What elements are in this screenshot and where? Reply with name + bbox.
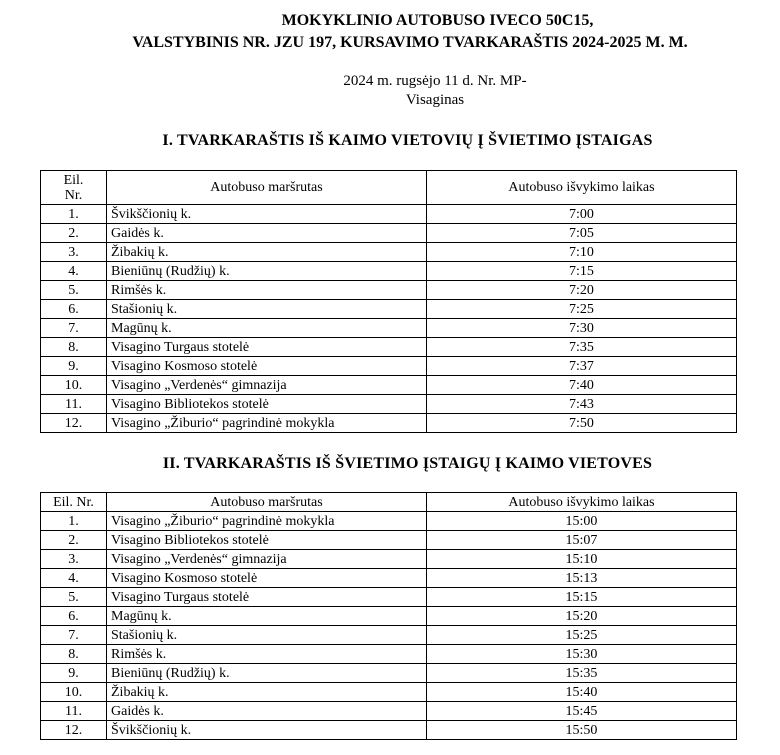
table-row (41, 512, 737, 531)
table-row (41, 721, 737, 740)
row-time: 15:45 (427, 702, 737, 721)
row-time: 15:25 (427, 626, 737, 645)
table-row (41, 243, 737, 262)
col-route-header: Autobuso maršrutas (107, 171, 427, 205)
row-route: Švikščionių k. (107, 205, 427, 224)
table-body (41, 205, 737, 433)
table-row (41, 683, 737, 702)
row-route: Stašionių k. (107, 626, 427, 645)
row-time: 7:35 (427, 338, 737, 357)
row-time: 7:00 (427, 205, 737, 224)
row-number: 2. (41, 224, 107, 243)
row-number: 12. (41, 414, 107, 433)
row-route: Visagino „Žiburio“ pagrindinė mokykla (107, 512, 427, 531)
row-number: 1. (41, 512, 107, 531)
title-line-2: VALSTYBINIS NR. JZU 197, KURSAVIMO TVARKARAŠTIS 2024-2025 M. M. (132, 34, 688, 51)
row-route: Stašionių k. (107, 300, 427, 319)
row-route: Švikščionių k. (107, 721, 427, 740)
row-route: Visagino Turgaus stotelė (107, 338, 427, 357)
row-route: Visagino „Verdenės“ gimnazija (107, 376, 427, 395)
row-number: 11. (41, 395, 107, 414)
row-time: 15:40 (427, 683, 737, 702)
table-row (41, 319, 737, 338)
table-row (41, 664, 737, 683)
row-number: 9. (41, 357, 107, 376)
row-route: Rimšės k. (107, 645, 427, 664)
row-number: 12. (41, 721, 107, 740)
row-number: 1. (41, 205, 107, 224)
table-body (41, 512, 737, 740)
row-number: 8. (41, 645, 107, 664)
row-route: Gaidės k. (107, 224, 427, 243)
table-header-row (41, 493, 737, 512)
row-time: 15:35 (427, 664, 737, 683)
row-route: Visagino Kosmoso stotelė (107, 569, 427, 588)
schedule-table-2 (40, 492, 737, 740)
row-number: 7. (41, 319, 107, 338)
table-row (41, 224, 737, 243)
row-number: 5. (41, 588, 107, 607)
table-row (41, 300, 737, 319)
table-row (41, 607, 737, 626)
row-number: 11. (41, 702, 107, 721)
row-number: 4. (41, 569, 107, 588)
row-route: Visagino „Žiburio“ pagrindinė mokykla (107, 414, 427, 433)
table-header-row (41, 171, 737, 205)
row-number: 6. (41, 607, 107, 626)
row-number: 9. (41, 664, 107, 683)
row-time: 7:30 (427, 319, 737, 338)
row-route: Žibakių k. (107, 243, 427, 262)
row-time: 7:25 (427, 300, 737, 319)
row-number: 4. (41, 262, 107, 281)
row-number: 5. (41, 281, 107, 300)
row-time: 7:15 (427, 262, 737, 281)
row-time: 15:20 (427, 607, 737, 626)
row-route: Gaidės k. (107, 702, 427, 721)
row-route: Visagino Turgaus stotelė (107, 588, 427, 607)
row-time: 15:15 (427, 588, 737, 607)
table-row (41, 569, 737, 588)
row-route: Visagino Bibliotekos stotelė (107, 395, 427, 414)
row-number: 3. (41, 550, 107, 569)
table-row (41, 338, 737, 357)
col-nr-header: Eil. Nr. (41, 171, 107, 205)
table-row (41, 414, 737, 433)
row-route: Visagino „Verdenės“ gimnazija (107, 550, 427, 569)
title-line-1: MOKYKLINIO AUTOBUSO IVECO 50C15, (281, 12, 594, 29)
row-number: 2. (41, 531, 107, 550)
row-number: 7. (41, 626, 107, 645)
row-route: Magūnų k. (107, 319, 427, 338)
date-line: 2024 m. rugsėjo 11 d. Nr. MP- (343, 73, 527, 89)
col-route-header: Autobuso maršrutas (107, 493, 427, 512)
section-2-heading: II. TVARKARAŠTIS IŠ ŠVIETIMO ĮSTAIGŲ Į KAIMO VIETOVES (162, 455, 653, 472)
row-number: 8. (41, 338, 107, 357)
col-time-header: Autobuso išvykimo laikas (427, 171, 737, 205)
row-time: 15:00 (427, 512, 737, 531)
row-time: 15:13 (427, 569, 737, 588)
row-time: 7:37 (427, 357, 737, 376)
row-route: Bieniūnų (Rudžių) k. (107, 262, 427, 281)
row-route: Žibakių k. (107, 683, 427, 702)
table-row (41, 550, 737, 569)
col-time-header: Autobuso išvykimo laikas (427, 493, 737, 512)
table-row (41, 626, 737, 645)
row-number: 3. (41, 243, 107, 262)
table-row (41, 281, 737, 300)
row-time: 15:50 (427, 721, 737, 740)
row-route: Rimšės k. (107, 281, 427, 300)
table-row (41, 588, 737, 607)
table-row (41, 531, 737, 550)
table-row (41, 205, 737, 224)
place-line: Visaginas (405, 92, 465, 108)
row-time: 7:05 (427, 224, 737, 243)
schedule-table-1 (40, 170, 737, 433)
row-time: 7:10 (427, 243, 737, 262)
col-nr-header: Eil. Nr. (41, 493, 107, 512)
table-row (41, 376, 737, 395)
table-row (41, 395, 737, 414)
table-row (41, 357, 737, 376)
row-time: 7:50 (427, 414, 737, 433)
row-time: 15:07 (427, 531, 737, 550)
row-time: 7:40 (427, 376, 737, 395)
table-row (41, 645, 737, 664)
row-route: Bieniūnų (Rudžių) k. (107, 664, 427, 683)
row-number: 10. (41, 683, 107, 702)
document-title (0, 10, 780, 54)
table-row (41, 262, 737, 281)
row-time: 15:10 (427, 550, 737, 569)
row-number: 6. (41, 300, 107, 319)
row-time: 7:43 (427, 395, 737, 414)
row-route: Magūnų k. (107, 607, 427, 626)
section-1-heading: I. TVARKARAŠTIS IŠ KAIMO VIETOVIŲ Į ŠVIETIMO ĮSTAIGAS (162, 132, 653, 149)
row-time: 7:20 (427, 281, 737, 300)
row-route: Visagino Bibliotekos stotelė (107, 531, 427, 550)
table-row (41, 702, 737, 721)
row-number: 10. (41, 376, 107, 395)
row-route: Visagino Kosmoso stotelė (107, 357, 427, 376)
row-time: 15:30 (427, 645, 737, 664)
document-date-place (0, 72, 780, 110)
